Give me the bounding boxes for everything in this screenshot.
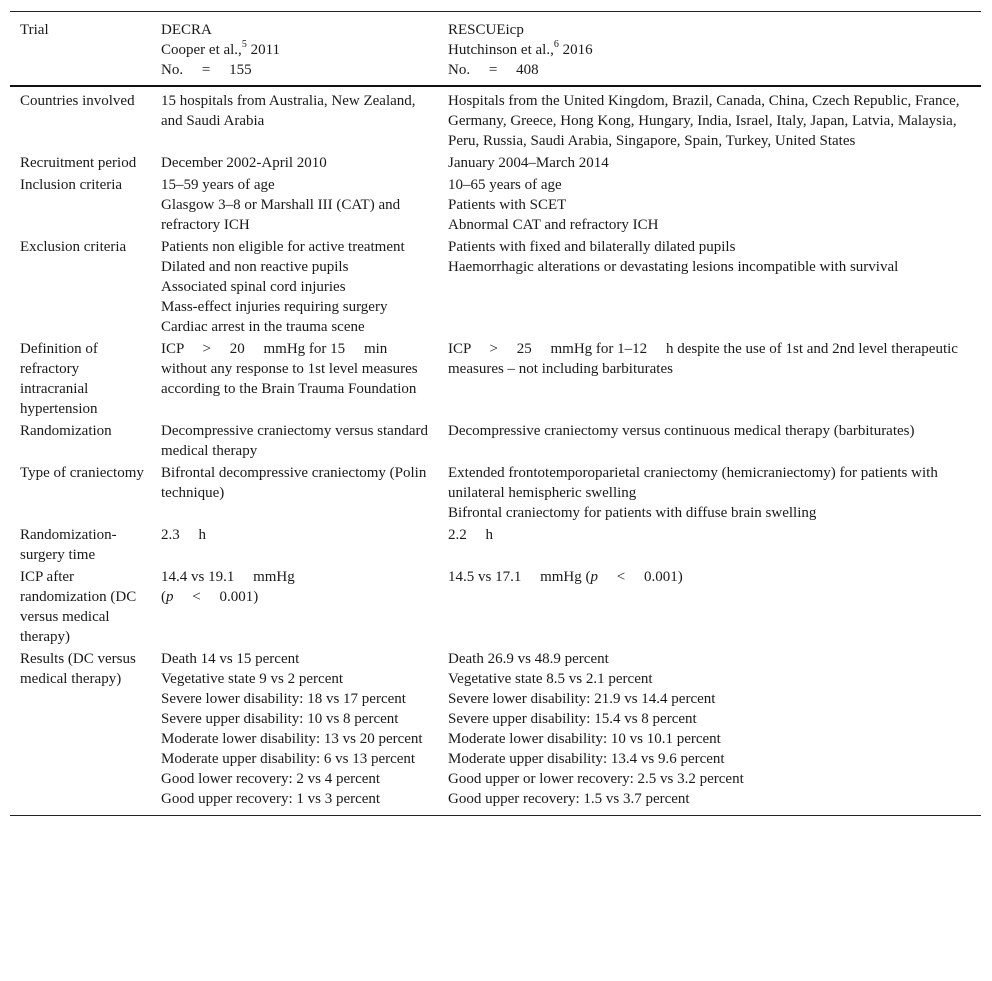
- row-label: Type of craniectomy: [20, 465, 144, 481]
- threshold-value: 25: [516, 341, 532, 357]
- cell-line: Glasgow 3–8 or Marshall III (CAT) and refractory ICH: [161, 197, 401, 233]
- rescue-cell: [438, 463, 981, 525]
- cell-line: Severe lower disability: 18 vs 17 percent: [161, 691, 406, 707]
- rescue-n: [448, 60, 975, 80]
- cell-line: Mass-effect injuries requiring surgery: [161, 299, 388, 315]
- cell-line: Moderate upper disability: 13.4 vs 9.6 percent: [448, 751, 725, 767]
- row-label: Countries involved: [20, 93, 135, 109]
- table-row: [10, 463, 981, 525]
- threshold-value: 20: [229, 341, 245, 357]
- rescue-cell: [438, 525, 981, 567]
- header-rescue: [438, 12, 981, 87]
- decra-n-label: No.: [161, 62, 184, 78]
- table-body: [10, 86, 981, 816]
- decra-cell: [151, 86, 438, 153]
- icp-unit: mmHg: [253, 569, 295, 585]
- table-row: [10, 649, 981, 816]
- rescue-cell: [438, 153, 981, 175]
- lt-symbol: <: [616, 569, 626, 585]
- cell-line: Patients non eligible for active treatment: [161, 239, 405, 255]
- p-value: 0.001): [219, 589, 259, 605]
- row-label: Recruitment period: [20, 155, 137, 171]
- table-row: [10, 237, 981, 339]
- cell-line: Severe upper disability: 10 vs 8 percent: [161, 711, 399, 727]
- row-label: Randomization-surgery time: [20, 527, 117, 563]
- rescue-cell: [438, 567, 981, 649]
- rescue-ref: 6: [553, 39, 559, 50]
- cell-line: Severe lower disability: 21.9 vs 14.4 percent: [448, 691, 716, 707]
- cell-line: Dilated and non reactive pupils: [161, 259, 349, 275]
- cell-line: Decompressive craniectomy versus standard medical therapy: [161, 423, 428, 459]
- icp-values: 14.4 vs 19.1: [161, 569, 235, 585]
- rescue-cell: [438, 175, 981, 237]
- icp-values-line: [161, 567, 432, 587]
- row-label: Inclusion criteria: [20, 177, 123, 193]
- gt-symbol: >: [202, 341, 212, 357]
- cell-line: Abnormal CAT and refractory ICH: [448, 217, 659, 233]
- decra-year: 2011: [246, 42, 281, 58]
- cell-line: Patients with fixed and bilaterally dilated pupils: [448, 239, 736, 255]
- cell-line: Bifrontal craniectomy for patients with diffuse brain swelling: [448, 505, 817, 521]
- cell-line: 10–65 years of age: [448, 177, 562, 193]
- cell-line: Death 26.9 vs 48.9 percent: [448, 651, 609, 667]
- rescue-cell: [438, 649, 981, 816]
- rescue-citation: [448, 40, 975, 60]
- cell-line: Associated spinal cord injuries: [161, 279, 346, 295]
- row-label: Definition of refractory intracranial hypertension: [20, 341, 98, 417]
- cell-line: Bifrontal decompressive craniectomy (Polin technique): [161, 465, 427, 501]
- icp-text: ICP: [448, 341, 471, 357]
- table-row: [10, 86, 981, 153]
- rescue-year: 2016: [558, 42, 593, 58]
- table-row: [10, 525, 981, 567]
- cell-line: Vegetative state 8.5 vs 2.1 percent: [448, 671, 653, 687]
- decra-cell: [151, 649, 438, 816]
- cell-line: Hospitals from the United Kingdom, Brazil, Canada, China, Czech Republic, France, Germany, Greece, Hong Kong, Hungary, India, Israel, Italy, Japan, Latvia, Malaysia, Peru, Russia, Saudi Arabia, Singapore, Spain, Turkey, United States: [448, 93, 960, 149]
- decra-n: [161, 60, 432, 80]
- trials-comparison-table: [10, 11, 981, 816]
- icp-values: 14.5 vs 17.1: [448, 569, 522, 585]
- rescue-cell: [438, 339, 981, 421]
- definition-text: min without any response to 1st level measures according to the Brain Trauma Foundation: [161, 341, 418, 397]
- cell-line: Decompressive craniectomy versus continuous medical therapy (barbiturates): [448, 423, 915, 439]
- decra-author: Cooper et al.,: [161, 42, 242, 58]
- header-decra: [151, 12, 438, 87]
- cell-line: December 2002-April 2010: [161, 155, 327, 171]
- decra-cell: [151, 463, 438, 525]
- cell-line: Moderate lower disability: 13 vs 20 percent: [161, 731, 423, 747]
- cell-line: 15 hospitals from Australia, New Zealand, and Saudi Arabia: [161, 93, 416, 129]
- decra-cell: [151, 237, 438, 339]
- row-label: Randomization: [20, 423, 112, 439]
- header-row: [10, 12, 981, 87]
- decra-cell: [151, 339, 438, 421]
- table-header: [10, 12, 981, 87]
- lt-symbol: <: [192, 589, 201, 605]
- rescue-cell: [438, 86, 981, 153]
- decra-cell: [151, 421, 438, 463]
- decra-cell: [151, 525, 438, 567]
- time-unit: h: [198, 527, 206, 543]
- decra-cell: [151, 175, 438, 237]
- cell-line: Good upper recovery: 1 vs 3 percent: [161, 791, 381, 807]
- time-unit: h: [485, 527, 493, 543]
- cell-line: Death 14 vs 15 percent: [161, 651, 300, 667]
- cell-line: Vegetative state 9 vs 2 percent: [161, 671, 344, 687]
- time-value: 2.3: [161, 527, 180, 543]
- rescue-cell: [438, 237, 981, 339]
- paren: (: [161, 589, 166, 605]
- cell-line: Cardiac arrest in the trauma scene: [161, 319, 365, 335]
- p-symbol: p: [590, 569, 599, 585]
- gt-symbol: >: [489, 341, 499, 357]
- table-row: [10, 421, 981, 463]
- cell-line: 15–59 years of age: [161, 177, 275, 193]
- table-row: [10, 339, 981, 421]
- decra-cell: [151, 153, 438, 175]
- p-value: 0.001): [643, 569, 683, 585]
- p-symbol: p: [166, 589, 174, 605]
- cell-line: Good upper recovery: 1.5 vs 3.7 percent: [448, 791, 690, 807]
- decra-ref: 5: [241, 39, 247, 50]
- threshold-unit: mmHg for 1–12: [550, 341, 648, 357]
- cell-line: Moderate upper disability: 6 vs 13 percent: [161, 751, 416, 767]
- decra-citation: [161, 40, 432, 60]
- header-trial: [10, 12, 151, 87]
- cell-line: Severe upper disability: 15.4 vs 8 percent: [448, 711, 697, 727]
- cell-line: Good upper or lower recovery: 2.5 vs 3.2 percent: [448, 771, 744, 787]
- table-row: [10, 567, 981, 649]
- cell-line: Patients with SCET: [448, 197, 567, 213]
- rescue-n-eq: =: [488, 62, 498, 78]
- table-row: [10, 175, 981, 237]
- definition-text: h despite the use of 1st and 2nd level therapeutic measures – not including barbiturates: [448, 341, 958, 377]
- rescue-author: Hutchinson et al.,: [448, 42, 554, 58]
- icp-unit: mmHg (: [540, 569, 591, 585]
- decra-n-eq: =: [201, 62, 211, 78]
- time-value: 2.2: [448, 527, 467, 543]
- rescue-n-label: No.: [448, 62, 471, 78]
- rescue-name: RESCUEicp: [448, 22, 524, 38]
- row-label: Results (DC versus medical therapy): [20, 651, 136, 687]
- rescue-cell: [438, 421, 981, 463]
- decra-cell: [151, 567, 438, 649]
- row-label: Exclusion criteria: [20, 239, 127, 255]
- threshold-unit: mmHg for 15: [263, 341, 346, 357]
- decra-name: DECRA: [161, 22, 212, 38]
- icp-text: ICP: [161, 341, 184, 357]
- cell-line: January 2004–March 2014: [448, 155, 609, 171]
- cell-line: Extended frontotemporoparietal craniectomy (hemicraniectomy) for patients with unilateral hemispheric swelling: [448, 465, 938, 501]
- cell-line: Moderate lower disability: 10 vs 10.1 percent: [448, 731, 721, 747]
- cell-line: Good lower recovery: 2 vs 4 percent: [161, 771, 381, 787]
- cell-line: Haemorrhagic alterations or devastating lesions incompatible with survival: [448, 259, 899, 275]
- row-label: ICP after randomization (DC versus medical therapy): [20, 569, 137, 645]
- table-row: [10, 153, 981, 175]
- decra-n-value: 155: [229, 62, 252, 78]
- header-trial-label: Trial: [20, 22, 49, 38]
- p-value-line: [161, 587, 432, 607]
- rescue-n-value: 408: [516, 62, 539, 78]
